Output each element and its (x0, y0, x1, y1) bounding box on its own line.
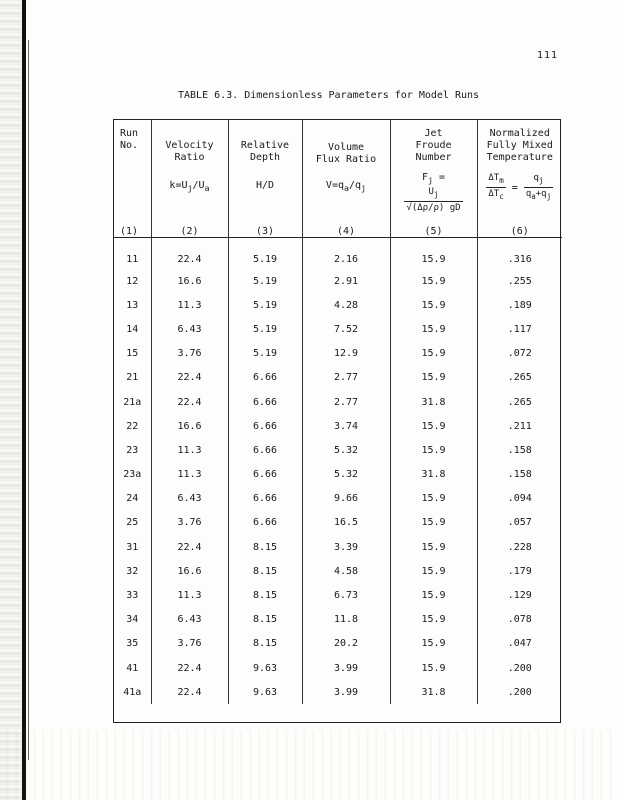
header-line: Run (120, 128, 139, 139)
cell-depth: 5.19 (228, 342, 302, 366)
cell-flux: 5.32 (302, 463, 390, 487)
cell-flux: 16.5 (302, 511, 390, 535)
cell-froude: 15.9 (390, 535, 477, 559)
column-number: (2) (180, 226, 199, 237)
cell-flux: 5.32 (302, 438, 390, 462)
cell-depth: 9.63 (228, 656, 302, 680)
cell-depth: 8.15 (228, 583, 302, 607)
column-formula: H/D (255, 180, 275, 191)
cell-temp: .211 (507, 420, 532, 432)
cell-temp: .129 (507, 590, 532, 602)
cell-flux: 2.77 (302, 366, 390, 390)
cell-temp: .179 (507, 565, 532, 577)
table-row (114, 632, 562, 656)
table-row (114, 680, 562, 704)
cell-froude: 15.9 (390, 608, 477, 632)
table-row (114, 390, 562, 414)
cell-velocity: 11.3 (151, 293, 228, 317)
cell-run: 23 (114, 438, 151, 462)
cell-flux: 20.2 (302, 632, 390, 656)
column-number: (3) (255, 226, 275, 237)
table-row (114, 487, 562, 511)
cell-temp: .158 (507, 469, 532, 481)
header-line: Jet (424, 128, 443, 139)
header-line: Relative (240, 140, 290, 151)
cell-flux: 6.73 (302, 583, 390, 607)
data-table (114, 120, 562, 704)
cell-run: 41a (114, 680, 151, 704)
cell-velocity: 11.3 (151, 463, 228, 487)
cell-velocity: 3.76 (151, 342, 228, 366)
cell-depth: 5.19 (228, 269, 302, 293)
table-row (114, 269, 562, 293)
cell-depth: 6.66 (228, 366, 302, 390)
cell-temp: .265 (507, 372, 532, 384)
cell-flux: 3.39 (302, 535, 390, 559)
cell-depth: 6.66 (228, 487, 302, 511)
cell-velocity: 16.6 (151, 414, 228, 438)
table-row (114, 414, 562, 438)
cell-froude: 15.9 (390, 487, 477, 511)
cell-temp: .228 (507, 541, 532, 553)
cell-froude: 31.8 (390, 680, 477, 704)
cell-run: 13 (114, 293, 151, 317)
cell-velocity: 22.4 (151, 366, 228, 390)
cell-flux: 3.99 (302, 680, 390, 704)
cell-depth: 6.66 (228, 390, 302, 414)
table-row (114, 559, 562, 583)
header-line: Volume (327, 142, 365, 153)
cell-velocity: 16.6 (151, 559, 228, 583)
cell-flux: 2.77 (302, 390, 390, 414)
fraction: $\frac{\Delta T_m}{\Delta T_c}$ (488, 173, 504, 201)
column-number: (1) (120, 226, 139, 237)
cell-run: 21 (114, 366, 151, 390)
cell-flux: 3.99 (302, 656, 390, 680)
cell-run: 41 (114, 656, 151, 680)
table-row (114, 438, 562, 462)
cell-run: 15 (114, 342, 151, 366)
table-row (114, 463, 562, 487)
cell-run: 11 (114, 237, 151, 269)
cell-temp: .158 (507, 444, 532, 456)
cell-temp: .117 (507, 323, 532, 335)
cell-froude: 15.9 (390, 559, 477, 583)
header-line: Velocity (165, 140, 214, 151)
cell-froude: 15.9 (390, 237, 477, 269)
column-header-flux (302, 120, 390, 237)
cell-temp: .072 (507, 348, 532, 360)
cell-velocity: 3.76 (151, 632, 228, 656)
cell-velocity: 3.76 (151, 511, 228, 535)
column-header-run (114, 120, 151, 237)
cell-depth: 6.66 (228, 511, 302, 535)
cell-flux: 9.66 (302, 487, 390, 511)
cell-velocity: 22.4 (151, 390, 228, 414)
column-header-temperature (477, 120, 562, 237)
parameters-table (113, 119, 561, 723)
table-header-row (114, 120, 562, 237)
cell-velocity: 22.4 (151, 680, 228, 704)
table-row (114, 237, 562, 269)
cell-flux: 11.8 (302, 608, 390, 632)
fraction: $\frac{U_j}{√(\Delta\rho/\rho) gD}$ (406, 187, 461, 213)
table-row (114, 608, 562, 632)
cell-run: 22 (114, 414, 151, 438)
cell-froude: 31.8 (390, 390, 477, 414)
table-row (114, 656, 562, 680)
cell-froude: 15.9 (390, 366, 477, 390)
cell-flux: 4.28 (302, 293, 390, 317)
cell-depth: 5.19 (228, 293, 302, 317)
cell-depth: 8.15 (228, 559, 302, 583)
cell-velocity: 22.4 (151, 656, 228, 680)
cell-flux: 2.16 (302, 237, 390, 269)
cell-temp: .189 (507, 299, 532, 311)
header-line: No. (120, 140, 139, 151)
cell-temp: .316 (507, 253, 532, 265)
cell-velocity: 22.4 (151, 237, 228, 269)
header-line: Temperature (486, 152, 553, 163)
column-formula: $F_j$ = $\frac{U_j}{√(\Delta\rho/\rho) gD}$ (406, 172, 461, 213)
column-number: (6) (510, 226, 529, 237)
cell-temp: .094 (507, 493, 532, 505)
cell-velocity: 6.43 (151, 317, 228, 341)
cell-temp: .200 (507, 686, 532, 698)
column-number: (5) (424, 226, 443, 237)
cell-temp: .200 (507, 662, 532, 674)
cell-velocity: 6.43 (151, 487, 228, 511)
cell-froude: 15.9 (390, 632, 477, 656)
cell-temp: .265 (507, 396, 532, 408)
cell-temp: .078 (507, 614, 532, 626)
cell-depth: 5.19 (228, 317, 302, 341)
cell-depth: 6.66 (228, 463, 302, 487)
column-formula: $V=q_a/q_j$ (325, 180, 367, 193)
header-line: Normalized (489, 128, 550, 139)
cell-froude: 15.9 (390, 269, 477, 293)
table-row (114, 293, 562, 317)
cell-temp: .047 (507, 638, 532, 650)
header-line: Ratio (174, 152, 205, 163)
cell-run: 14 (114, 317, 151, 341)
column-formula: $\frac{\Delta T_m}{\Delta T_c}$ = $\frac{q_j}{q_a+q_j}$ (488, 173, 552, 201)
table-row (114, 342, 562, 366)
column-formula: $k=U_j/U_a$ (169, 180, 210, 193)
cell-flux: 12.9 (302, 342, 390, 366)
header-line: Number (415, 152, 452, 163)
cell-depth: 6.66 (228, 438, 302, 462)
header-line: Fully Mixed (486, 140, 553, 151)
table-row (114, 583, 562, 607)
cell-froude: 15.9 (390, 511, 477, 535)
cell-temp: .255 (507, 275, 532, 287)
cell-froude: 15.9 (390, 414, 477, 438)
cell-depth: 5.19 (228, 237, 302, 269)
header-line: Flux Ratio (315, 154, 377, 165)
cell-froude: 15.9 (390, 317, 477, 341)
scan-edge (0, 0, 22, 800)
cell-run: 21a (114, 390, 151, 414)
cell-depth: 6.66 (228, 414, 302, 438)
cell-velocity: 22.4 (151, 535, 228, 559)
column-header-velocity (151, 120, 228, 237)
page-number: 111 (537, 50, 559, 61)
cell-froude: 15.9 (390, 293, 477, 317)
cell-froude: 15.9 (390, 583, 477, 607)
column-number: (4) (336, 226, 356, 237)
cell-run: 34 (114, 608, 151, 632)
cell-run: 24 (114, 487, 151, 511)
table-row (114, 511, 562, 535)
cell-run: 35 (114, 632, 151, 656)
cell-froude: 15.9 (390, 342, 477, 366)
cell-froude: 15.9 (390, 438, 477, 462)
cell-run: 23a (114, 463, 151, 487)
cell-flux: 4.58 (302, 559, 390, 583)
header-line: Depth (249, 152, 281, 163)
cell-run: 12 (114, 269, 151, 293)
cell-flux: 3.74 (302, 414, 390, 438)
cell-depth: 9.63 (228, 680, 302, 704)
cell-velocity: 11.3 (151, 438, 228, 462)
cell-flux: 7.52 (302, 317, 390, 341)
cell-froude: 31.8 (390, 463, 477, 487)
column-header-froude (390, 120, 477, 237)
table-row (114, 366, 562, 390)
cell-depth: 8.15 (228, 632, 302, 656)
table-row (114, 317, 562, 341)
cell-depth: 8.15 (228, 608, 302, 632)
header-line: Froude (415, 140, 452, 151)
cell-run: 33 (114, 583, 151, 607)
cell-velocity: 6.43 (151, 608, 228, 632)
cell-run: 25 (114, 511, 151, 535)
cell-velocity: 16.6 (151, 269, 228, 293)
column-header-depth (228, 120, 302, 237)
cell-depth: 8.15 (228, 535, 302, 559)
cell-velocity: 11.3 (151, 583, 228, 607)
cell-run: 32 (114, 559, 151, 583)
binding-line (22, 0, 26, 800)
binding-line-secondary (28, 40, 29, 760)
scan-noise (0, 730, 617, 800)
table-title: TABLE 6.3. Dimensionless Parameters for Model Runs (178, 90, 480, 101)
table-body (114, 237, 562, 704)
cell-froude: 15.9 (390, 656, 477, 680)
cell-temp: .057 (507, 517, 532, 529)
cell-flux: 2.91 (302, 269, 390, 293)
cell-run: 31 (114, 535, 151, 559)
fraction: $\frac{q_j}{q_a+q_j}$ (525, 173, 552, 201)
table-row (114, 535, 562, 559)
